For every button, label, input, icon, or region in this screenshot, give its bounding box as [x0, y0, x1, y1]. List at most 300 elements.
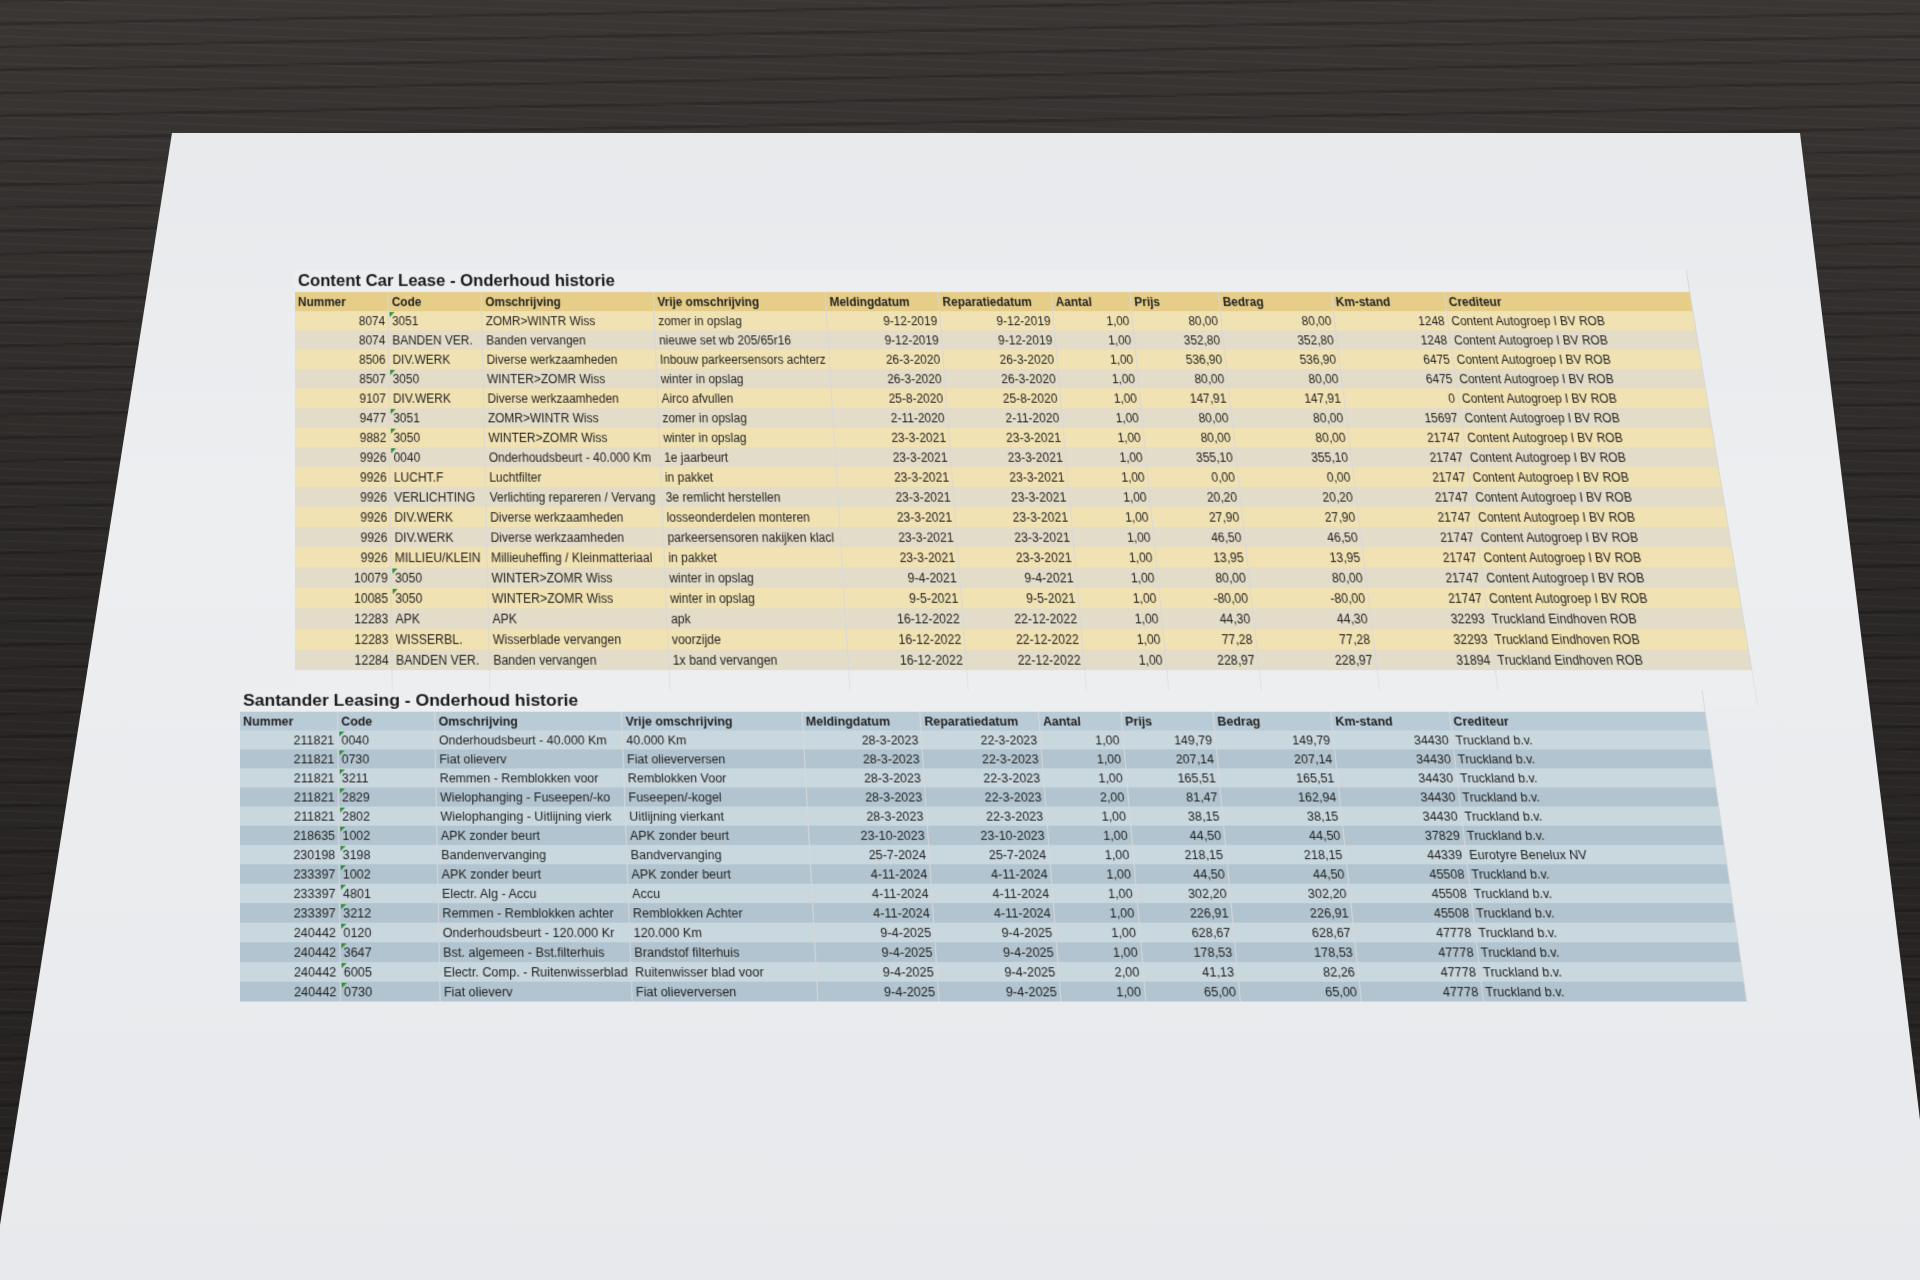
column-header: Meldingdatum	[825, 292, 939, 311]
table-cell: 9-4-2025	[813, 923, 935, 943]
table-cell: 1,00	[1069, 487, 1151, 507]
table-cell: 23-3-2021	[834, 428, 950, 448]
table-cell: 44,50	[1227, 864, 1349, 883]
table-cell: Remblokken Voor	[624, 768, 806, 787]
table-cell: 165,51	[1126, 768, 1221, 787]
table-row	[295, 428, 1715, 448]
table-row	[295, 330, 1699, 349]
table-cell: Wisserblade vervangen	[489, 629, 669, 650]
table-cell: 32293	[1372, 629, 1492, 650]
table-cell: Truckland b.v.	[1462, 826, 1724, 845]
table-title: Santander Leasing - Onderhoud historie	[240, 690, 1705, 712]
table-cell: 23-3-2021	[953, 487, 1070, 507]
table-cell: Content Autogroep I BV ROB	[1447, 311, 1696, 330]
table-row	[240, 923, 1738, 943]
table-cell: parkeersensoren nakijken klacl	[663, 527, 841, 547]
table-cell: 25-8-2020	[831, 388, 947, 408]
table-row	[240, 731, 1711, 750]
table-cell: 21747	[1360, 527, 1479, 547]
table-cell: Content Autogroep I BV ROB	[1449, 330, 1699, 349]
table-cell: Content Autogroep I BV ROB	[1452, 350, 1702, 369]
table-cell: 240442	[240, 982, 340, 1002]
table-cell: 34430	[1337, 768, 1458, 787]
table-cell: 9-5-2021	[961, 588, 1080, 608]
empty-cell	[1377, 670, 1497, 688]
empty-cell	[849, 670, 968, 688]
column-header: Aantal	[1051, 292, 1131, 311]
table-row	[240, 864, 1730, 883]
table-cell: 9-4-2021	[843, 567, 961, 587]
column-header: Prijs	[1121, 712, 1215, 731]
table-cell: 20,20	[1149, 487, 1242, 507]
table-cell: 228,97	[1257, 649, 1377, 670]
table-row	[240, 884, 1733, 903]
table-cell: Content Autogroep I BV ROB	[1460, 408, 1712, 428]
column-header: Prijs	[1130, 292, 1220, 311]
table-cell: 32293	[1370, 608, 1490, 629]
table-cell: 28-3-2023	[804, 749, 924, 768]
table-cell: 34430	[1341, 807, 1462, 826]
table-cell: 27,90	[1242, 507, 1360, 527]
empty-cell	[1085, 670, 1169, 688]
table-cell: Millieuheffing / Kleinmatteriaal	[487, 547, 665, 567]
table-cell: 1,00	[1055, 330, 1136, 349]
table-cell: 9-4-2025	[815, 962, 938, 982]
table-cell: 65,00	[1239, 982, 1362, 1002]
table-cell: 31894	[1375, 649, 1495, 670]
table-cell: 82,26	[1237, 962, 1360, 982]
table-cell: Airco afvullen	[658, 388, 833, 408]
table-cell: 1,00	[1065, 447, 1147, 467]
column-header: Crediteur	[1449, 712, 1708, 731]
table-cell: 352,80	[1134, 330, 1225, 349]
table-cell: 3e remlicht herstellen	[662, 487, 839, 507]
table-cell: 149,79	[1215, 731, 1335, 750]
table-cell: Truckland b.v.	[1451, 731, 1711, 750]
table-cell: 1,00	[1081, 629, 1165, 650]
table-cell: BANDEN VER.	[392, 649, 490, 670]
table-cell: 233397	[240, 884, 339, 903]
table-cell: winter in opslag	[666, 588, 845, 608]
table-cell: 3647	[340, 942, 440, 962]
table-cell: 16-12-2022	[848, 649, 967, 670]
table-cell: 4-11-2024	[930, 864, 1052, 883]
table-cell: Onderhoudsbeurt - 120.000 Kr	[439, 923, 630, 943]
table-cell: VERLICHTING	[390, 487, 486, 507]
table-cell: nieuwe set wb 205/65r16	[655, 330, 829, 349]
table-cell: 3050	[392, 588, 489, 608]
table-cell: 1,00	[1067, 467, 1149, 487]
table-cell: 233397	[240, 903, 340, 923]
table-cell: 628,67	[1233, 923, 1355, 943]
table-cell: 0730	[340, 982, 440, 1002]
table-cell: 80,00	[1157, 567, 1250, 587]
table-cell: 207,14	[1124, 749, 1218, 768]
table-cell: 22-3-2023	[923, 749, 1043, 768]
table-cell: 9926	[295, 527, 391, 547]
table-cell: 1,00	[1054, 903, 1139, 923]
table-cell: 40.000 Km	[622, 731, 803, 750]
table-cell: APK zonder beurt	[626, 826, 809, 845]
table-cell: 21747	[1367, 588, 1487, 608]
table-cell: 3198	[339, 845, 438, 864]
table-row	[295, 608, 1745, 629]
table-cell: Uitlijning vierkant	[625, 807, 808, 826]
table-cell: Brandstof filterhuis	[630, 942, 815, 962]
table-cell: APK zonder beurt	[437, 826, 627, 845]
table-cell: BANDEN VER.	[389, 330, 483, 349]
table-cell: 80,00	[1231, 408, 1348, 428]
table-cell: Content Autogroep I BV ROB	[1470, 487, 1725, 507]
table-cell: 47778	[1360, 982, 1483, 1002]
table-cell: 226,91	[1231, 903, 1353, 923]
table-cell: 9-4-2021	[959, 567, 1077, 587]
table-cell: Truckland b.v.	[1481, 982, 1747, 1002]
table-cell: 34430	[1333, 731, 1453, 750]
table-cell: 9926	[295, 447, 390, 467]
table-cell: 2,00	[1044, 787, 1128, 806]
table-cell: Eurotyre Benelux NV	[1465, 845, 1728, 864]
table-cell: 2-11-2020	[833, 408, 949, 428]
table-cell: Remmen - Remblokken voor	[436, 768, 625, 787]
table-cell: 218,15	[1132, 845, 1227, 864]
table-cell: 80,00	[1137, 369, 1228, 388]
table-cell: 10079	[295, 567, 392, 587]
table-cell: 355,10	[1145, 447, 1237, 467]
table-cell: 147,91	[1229, 388, 1346, 408]
table-row	[240, 903, 1735, 923]
table-cell: 16-12-2022	[847, 629, 966, 650]
table-cell: 46,50	[1153, 527, 1246, 547]
table-cell: 37829	[1343, 826, 1465, 845]
table-cell: 2802	[338, 807, 437, 826]
table-cell: 4-11-2024	[932, 884, 1054, 903]
table-cell: 28-3-2023	[806, 787, 926, 806]
table-cell: 9926	[295, 547, 391, 567]
table-cell: 80,00	[1233, 428, 1350, 448]
table-row	[295, 369, 1706, 388]
table-cell: zomer in opslag	[658, 408, 834, 428]
table-cell: 4-11-2024	[811, 884, 933, 903]
table-cell: 1248	[1336, 330, 1452, 349]
table-row	[295, 408, 1712, 428]
table-cell: 178,53	[1141, 942, 1237, 962]
table-cell: Truckland b.v.	[1455, 768, 1716, 787]
table-cell: 207,14	[1217, 749, 1337, 768]
table-row	[295, 467, 1722, 487]
table-row	[295, 527, 1732, 547]
table-cell: 6005	[340, 962, 440, 982]
table-cell: Onderhoudsbeurt - 40.000 Km	[485, 447, 661, 467]
table-cell: 211821	[240, 731, 338, 750]
content-car-lease-table	[295, 270, 1758, 705]
table-row	[295, 567, 1738, 587]
table-cell: losseonderdelen monteren	[663, 507, 841, 527]
table-cell: 81,47	[1127, 787, 1222, 806]
table-cell: Truckland b.v.	[1453, 749, 1713, 768]
table-cell: Banden vervangen	[489, 649, 669, 670]
table-row	[295, 388, 1709, 408]
table-cell: 45508	[1349, 884, 1471, 903]
table-cell: 25-8-2020	[946, 388, 1062, 408]
table-cell: -80,00	[1250, 588, 1369, 608]
table-cell: DIV.WERK	[391, 507, 487, 527]
table-cell: Diverse werkzaamheden	[483, 350, 657, 369]
table-cell: 0	[1343, 388, 1460, 408]
table-cell: MILLIEU/KLEIN	[391, 547, 488, 567]
table-cell: 21747	[1365, 567, 1484, 587]
table-cell: 21747	[1353, 467, 1471, 487]
table-row	[295, 487, 1725, 507]
table-cell: 23-3-2021	[958, 547, 1076, 567]
table-cell: 211821	[240, 768, 338, 787]
table-cell: 9-12-2019	[940, 311, 1055, 330]
table-cell: 38,15	[1129, 807, 1224, 826]
table-cell: 80,00	[1143, 428, 1235, 448]
table-cell: 21747	[1348, 428, 1465, 448]
table-cell: Truckland b.v.	[1469, 884, 1733, 903]
table-cell: Ruitenwisser blad voor	[631, 962, 817, 982]
table-cell: 1,00	[1083, 649, 1167, 670]
table-cell: 1,00	[1042, 749, 1126, 768]
table-cell: 9-4-2025	[938, 982, 1061, 1002]
table-cell: 178,53	[1235, 942, 1358, 962]
table-cell: 1002	[339, 864, 438, 883]
table-cell: 27,90	[1151, 507, 1244, 527]
table-cell: 6475	[1338, 350, 1454, 369]
table-cell: DIV.WERK	[391, 527, 487, 547]
table-cell: APK zonder beurt	[627, 864, 811, 883]
table-cell: in pakket	[661, 467, 838, 487]
table-cell: 211821	[240, 787, 338, 806]
table-cell: 12283	[295, 608, 392, 629]
column-header: Omschrijving	[482, 292, 655, 311]
table-cell: 47778	[1357, 962, 1480, 982]
table-cell: Fiat olieverv	[436, 749, 624, 768]
table-cell: 147,91	[1139, 388, 1230, 408]
table-row	[295, 629, 1748, 650]
table-cell: 80,00	[1248, 567, 1367, 587]
table-cell: Truckland b.v.	[1467, 864, 1730, 883]
table-row	[240, 962, 1744, 982]
table-cell: Bandvervanging	[627, 845, 810, 864]
table-cell: 45508	[1347, 864, 1469, 883]
table-cell: 1,00	[1050, 864, 1135, 883]
table-cell: LUCHT.F	[390, 467, 486, 487]
table-cell: 9926	[295, 507, 391, 527]
table-cell: Electr. Comp. - Ruitenwisserblad	[440, 962, 632, 982]
table-cell: Diverse werkzaamheden	[487, 527, 665, 547]
table-cell: 3051	[388, 311, 482, 330]
table-cell: Fiat olieverv	[440, 982, 633, 1002]
table-cell: Truckland Eindhoven ROB	[1490, 629, 1749, 650]
table-cell: 9926	[295, 467, 390, 487]
table-row	[295, 507, 1728, 527]
table-cell: 2829	[338, 787, 436, 806]
table-title: Content Car Lease - Onderhoud historie	[295, 270, 1690, 292]
table-cell: 162,94	[1220, 787, 1341, 806]
table-cell: Banden vervangen	[482, 330, 656, 349]
table-cell: 21747	[1362, 547, 1481, 567]
table-cell: WINTER>ZOMR Wiss	[483, 369, 657, 388]
table-cell: 8507	[295, 369, 389, 388]
table-cell: 230198	[240, 845, 339, 864]
column-header: Vrije omschrijving	[654, 292, 827, 311]
table-cell: 1,00	[1080, 608, 1163, 629]
table-cell: 1x band vervangen	[669, 649, 849, 670]
table-cell: WISSERBL.	[392, 629, 489, 650]
empty-cell	[1495, 670, 1754, 688]
table-cell: 44,50	[1134, 864, 1230, 883]
table-cell: 26-3-2020	[944, 369, 1060, 388]
column-header: Aantal	[1039, 712, 1123, 731]
table-cell: 165,51	[1218, 768, 1339, 787]
table-cell: Truckland b.v.	[1471, 903, 1735, 923]
table-row	[240, 942, 1741, 962]
empty-cell	[1259, 670, 1379, 688]
table-cell: WINTER>ZOMR Wiss	[485, 428, 661, 448]
table-cell: 1,00	[1060, 982, 1146, 1002]
column-header: Meldingdatum	[802, 712, 922, 731]
table-cell: Content Autogroep I BV ROB	[1468, 467, 1722, 487]
table-cell: 28-3-2023	[805, 768, 925, 787]
table-cell: 4-11-2024	[933, 903, 1055, 923]
table-cell: Bst. algemeen - Bst.filterhuis	[439, 942, 631, 962]
table-cell: Bandenvervanging	[437, 845, 627, 864]
table-cell: 8074	[295, 311, 389, 330]
table-cell: winter in opslag	[659, 428, 835, 448]
table-cell: 226,91	[1137, 903, 1233, 923]
table-row	[240, 749, 1713, 768]
table-cell: 34430	[1335, 749, 1456, 768]
table-cell: apk	[667, 608, 847, 629]
table-cell: 25-7-2024	[929, 845, 1051, 864]
table-cell: 1,00	[1053, 311, 1134, 330]
table-cell: Content Autogroep I BV ROB	[1455, 369, 1706, 388]
table-cell: 6475	[1341, 369, 1458, 388]
table-row	[295, 649, 1752, 670]
table-cell: 20,20	[1239, 487, 1357, 507]
empty-cell	[295, 670, 393, 688]
table-cell: 38,15	[1222, 807, 1343, 826]
table-cell: 4-11-2024	[810, 864, 931, 883]
table-cell: 23-3-2021	[840, 527, 958, 547]
column-header: Code	[338, 712, 436, 731]
table-cell: Content Autogroep I BV ROB	[1484, 588, 1742, 608]
table-cell: 23-3-2021	[950, 447, 1067, 467]
table-cell: voorzijde	[668, 629, 848, 650]
column-header: Crediteur	[1444, 292, 1693, 311]
table-row	[295, 547, 1735, 567]
table-cell: Fiat olieverversen	[623, 749, 805, 768]
table-cell: 9-4-2025	[814, 942, 936, 962]
table-cell: 536,90	[1225, 350, 1341, 369]
table-cell: 3212	[339, 903, 438, 923]
table-cell: Content Autogroep I BV ROB	[1457, 388, 1709, 408]
table-cell: 10085	[295, 588, 392, 608]
table-cell: Truckland b.v.	[1458, 787, 1719, 806]
table-cell: 28-3-2023	[803, 731, 923, 750]
column-header: Nummer	[295, 292, 388, 311]
table-cell: 16-12-2022	[845, 608, 964, 629]
table-cell: 9477	[295, 408, 390, 428]
table-row	[295, 447, 1718, 467]
table-cell: zomer in opslag	[654, 311, 828, 330]
table-cell: 1,00	[1071, 507, 1154, 527]
table-cell: 44,50	[1224, 826, 1345, 845]
table-cell: 23-3-2021	[956, 527, 1074, 547]
table-cell: 23-10-2023	[928, 826, 1049, 845]
table-cell: 23-3-2021	[836, 467, 953, 487]
table-cell: Diverse werkzaamheden	[484, 388, 659, 408]
table-cell: 240442	[240, 923, 340, 943]
table-cell: 80,00	[1227, 369, 1343, 388]
table-cell: APK	[392, 608, 489, 629]
empty-cell	[490, 670, 670, 688]
table-cell: 26-3-2020	[830, 369, 945, 388]
empty-cell	[1167, 670, 1261, 688]
table-cell: 536,90	[1136, 350, 1227, 369]
table-cell: 9-4-2025	[935, 942, 1058, 962]
table-cell: 77,28	[1255, 629, 1375, 650]
table-cell: 2,00	[1058, 962, 1144, 982]
table-cell: ZOMR>WINTR Wiss	[484, 408, 659, 428]
table-cell: -80,00	[1159, 588, 1253, 608]
table-cell: 13,95	[1155, 547, 1248, 567]
table-cell: Fuseepen/-kogel	[625, 787, 807, 806]
table-cell: 1e jaarbeurt	[660, 447, 836, 467]
table-cell: Truckland Eindhoven ROB	[1487, 608, 1745, 629]
table-cell: Wielophanging - Uitlijning vierk	[437, 807, 626, 826]
table-row	[295, 350, 1702, 369]
column-header: Reparatiedatum	[938, 292, 1053, 311]
table-cell: 12283	[295, 629, 392, 650]
table-cell: 28-3-2023	[807, 807, 928, 826]
table-cell: Electr. Alg - Accu	[438, 884, 629, 903]
table-cell: 149,79	[1122, 731, 1216, 750]
table-cell: 218,15	[1226, 845, 1347, 864]
column-header: Omschrijving	[435, 712, 623, 731]
table-cell: 23-10-2023	[808, 826, 929, 845]
table-cell: 120.000 Km	[630, 923, 815, 943]
table-cell: 1248	[1334, 311, 1450, 330]
table-row	[295, 311, 1696, 330]
table-cell: 0040	[390, 447, 485, 467]
table-cell: 1,00	[1043, 768, 1127, 787]
table-cell: 46,50	[1244, 527, 1362, 547]
table-cell: 21747	[1357, 507, 1475, 527]
table-cell: Content Autogroep I BV ROB	[1473, 507, 1728, 527]
table-cell: 25-7-2024	[809, 845, 930, 864]
table-cell: 23-3-2021	[949, 428, 1066, 448]
table-cell: 22-12-2022	[966, 649, 1086, 670]
table-cell: 1,00	[1049, 845, 1134, 864]
table-cell: 44,30	[1253, 608, 1373, 629]
table-cell: 1,00	[1078, 588, 1161, 608]
table-cell: 1,00	[1060, 388, 1141, 408]
column-header: Bedrag	[1213, 712, 1333, 731]
table-cell: 1,00	[1040, 731, 1124, 750]
table-cell: 4801	[339, 884, 438, 903]
table-cell: 23-3-2021	[955, 507, 1073, 527]
table-cell: 3211	[338, 768, 436, 787]
table-cell: 22-3-2023	[924, 768, 1045, 787]
table-cell: 9-4-2025	[934, 923, 1056, 943]
table-cell: winter in opslag	[657, 369, 832, 388]
table-cell: Content Autogroep I BV ROB	[1479, 547, 1735, 567]
table-cell: 22-3-2023	[925, 787, 1046, 806]
table-cell: 9-5-2021	[844, 588, 962, 608]
